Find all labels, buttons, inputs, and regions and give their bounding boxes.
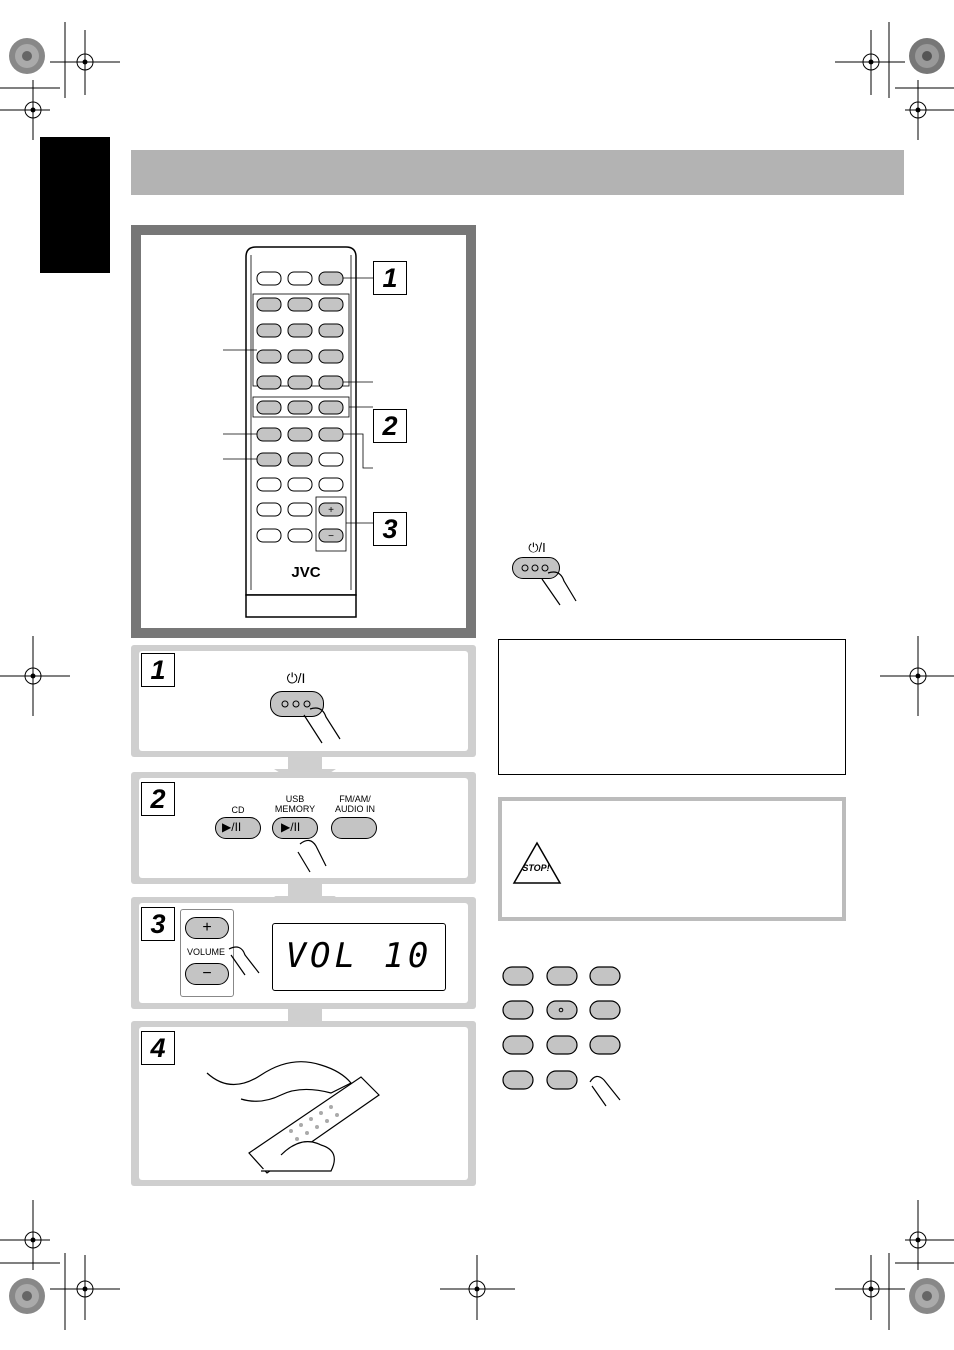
pressing-finger-icon [296, 834, 336, 874]
cd-label: CD [231, 805, 245, 815]
step-3-panel [131, 897, 476, 1009]
stop-caution-icon [512, 841, 562, 885]
pressing-finger-icon [270, 691, 360, 751]
step-2-number: 2 [141, 782, 175, 816]
volume-display-text: VOL 10 [285, 936, 433, 976]
volume-label: VOLUME [186, 947, 225, 957]
info-box [498, 639, 846, 775]
step-2-panel [131, 772, 476, 884]
step-3-number: 3 [141, 907, 175, 941]
pressing-finger-icon [512, 557, 592, 609]
hands-holding-remote-illustration [201, 1035, 401, 1175]
remote-callout-3: 3 [373, 512, 407, 546]
usb-memory-label: USB MEMORY [274, 794, 316, 814]
cd-play-pause-button[interactable] [215, 817, 261, 839]
svg-text:−: − [328, 531, 334, 542]
svg-text:+: + [328, 505, 334, 516]
step-1-panel [131, 645, 476, 757]
remote-callout-2: 2 [373, 409, 407, 443]
number-keypad-illustration [500, 962, 640, 1112]
volume-up-button[interactable]: + [185, 917, 229, 939]
cd-play-symbol: ▶/II [222, 820, 242, 834]
section-header-bar [131, 150, 904, 195]
remote-figure-frame [131, 225, 476, 638]
side-power-label: ⏻/I [528, 540, 546, 555]
fm-am-audio-in-button[interactable] [331, 817, 377, 839]
volume-down-button[interactable]: − [185, 963, 229, 985]
volume-display [272, 923, 446, 991]
stop-caution-text: STOP! [522, 863, 550, 873]
usb-play-symbol: ▶/II [281, 820, 301, 834]
caution-box [498, 797, 846, 921]
pressing-finger-icon [227, 941, 267, 981]
power-label: ⏻/I [286, 670, 306, 686]
language-tab [40, 137, 110, 273]
remote-callout-1: 1 [373, 261, 407, 295]
remote-figure [141, 235, 466, 628]
step-1-number: 1 [141, 653, 175, 687]
step-4-number: 4 [141, 1031, 175, 1065]
remote-brand-logo: JVC [291, 564, 321, 581]
step-4-panel [131, 1021, 476, 1186]
fm-am-audio-in-label: FM/AM/ AUDIO IN [334, 794, 375, 814]
